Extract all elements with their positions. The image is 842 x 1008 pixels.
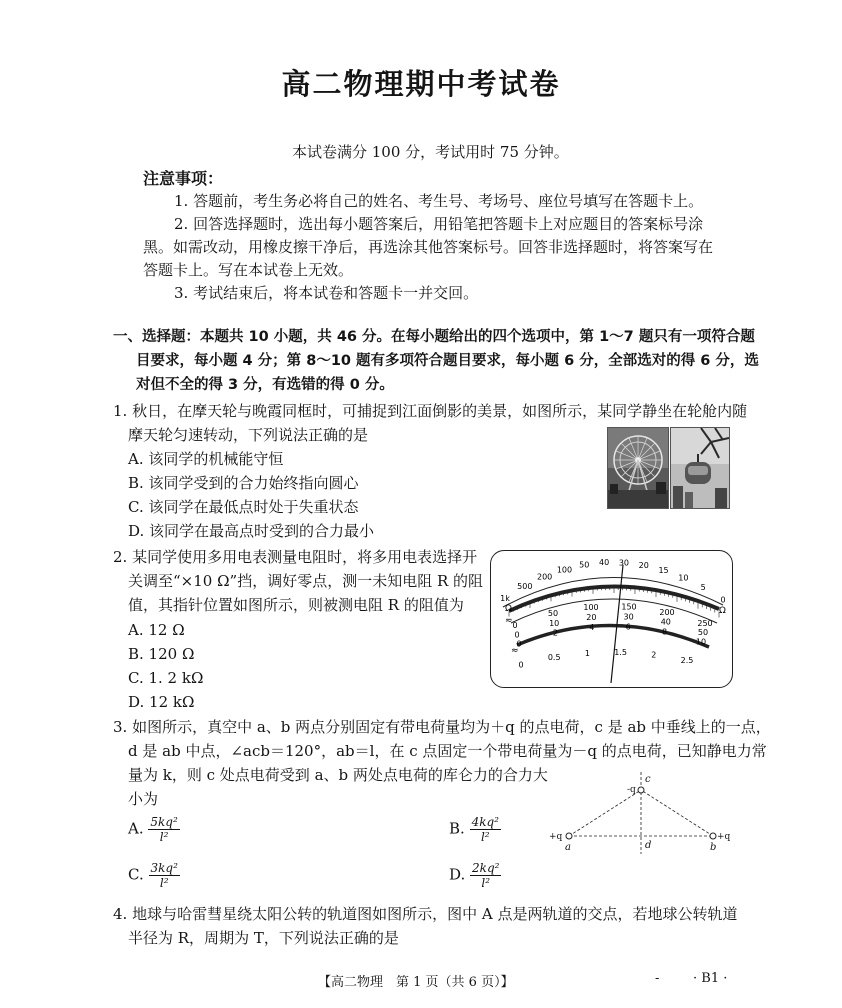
q2-option-b: B. 120 Ω <box>128 645 195 663</box>
meter-scale-label: 40 <box>660 617 671 627</box>
option-label: A. <box>128 819 144 838</box>
meter-scale-label: 50 <box>579 560 590 570</box>
meter-scale-label: 200 <box>536 572 553 582</box>
exam-intro: 本试卷满分 100 分，考试用时 75 分钟。 <box>292 143 569 161</box>
exam-title: 高二物理期中考试卷 <box>281 67 561 101</box>
fraction-numerator: 5kq² <box>150 815 178 829</box>
option-label: D. <box>449 865 466 884</box>
q3-stem-line: d 是 ab 中点，∠acb＝120°，ab＝l，在 c 点固定一个带电荷量为－q 的点电荷，已知静电力常 <box>128 742 767 760</box>
meter-scale-label: 100 <box>583 602 599 612</box>
meter-scale-label: 10 <box>678 573 689 583</box>
notice-line: 黑。如需改动，用橡皮擦干净后，再选涂其他答案标号。回答非选择题时，将答案写在 <box>143 238 714 256</box>
q3-option-d <box>449 861 501 890</box>
meter-scale-label: 250 <box>697 618 713 628</box>
label-a: a <box>565 842 571 853</box>
label-qc: -q <box>627 785 636 795</box>
segment-ac <box>569 790 641 836</box>
meter-scale-label: 1 <box>584 648 590 658</box>
option-label: C. <box>128 865 144 884</box>
fraction <box>149 861 180 890</box>
q3-option-a <box>128 815 180 844</box>
q1-option-a: A. 该同学的机械能守恒 <box>128 450 284 468</box>
segment-bc <box>641 790 713 836</box>
q1-option-c: C. 该同学在最低点时处于失重状态 <box>128 498 359 516</box>
meter-scale-label: 0 <box>516 639 522 649</box>
gondola-photo <box>670 427 730 509</box>
meter-scale-label: 15 <box>658 565 669 575</box>
meter-scale-label: 1k <box>500 593 510 603</box>
ferris-wheel-photo <box>607 427 669 509</box>
meter-scale-label: 150 <box>621 602 637 612</box>
page-footer: 【高二物理 第 1 页（共 6 页）】 <box>318 975 514 990</box>
label-c: c <box>645 774 651 785</box>
fraction <box>470 815 501 844</box>
meter-scale-label: 200 <box>659 607 675 617</box>
q2-stem-line: 值，其指针位置如图所示，则被测电阻 R 的阻值为 <box>128 596 464 614</box>
section-heading-line: 一、选择题：本题共 10 小题，共 46 分。在每小题给出的四个选项中，第 1～7 题只有一项符合题 <box>113 329 755 345</box>
meter-scale-label: 10 <box>549 618 560 628</box>
fraction <box>470 861 501 890</box>
notice-line: 答题卡上。写在本试卷上无效。 <box>143 261 354 279</box>
fraction-denominator: l² <box>159 830 169 844</box>
notice-line: 3. 考试结束后，将本试卷和答题卡一并交回。 <box>174 284 479 302</box>
meter-scale-label: 0.5 <box>547 653 561 663</box>
fraction-denominator: l² <box>480 830 490 844</box>
fraction-numerator: 4kq² <box>471 815 499 829</box>
fraction-denominator: l² <box>159 876 169 890</box>
q1-stem-line: 1. 秋日，在摩天轮与晚霞同框时，可捕捉到江面倒影的美景，如图所示，某同学静坐在轮舱内随 <box>113 402 748 420</box>
option-label: B. <box>449 819 465 838</box>
fraction-denominator: l² <box>481 876 491 890</box>
q4-stem-line: 4. 地球与哈雷彗星绕太阳公转的轨道图如图所示，图中 A 点是两轨道的交点，若地球公转轨道 <box>113 905 738 923</box>
meter-ohm-mark: Ω <box>505 604 512 614</box>
meter-scale-label: 30 <box>618 558 630 568</box>
meter-scale-label: 0 <box>512 621 518 631</box>
meter-ac-mark: ≈ <box>511 646 519 656</box>
charge-a <box>566 833 572 839</box>
meter-scale-label: 20 <box>638 560 649 570</box>
meter-scale-label: 4 <box>589 622 595 632</box>
label-qa: +q <box>549 832 563 842</box>
multimeter-dial <box>490 550 733 688</box>
charge-b <box>710 833 716 839</box>
meter-scale-label: 2 <box>651 650 657 660</box>
meter-scale-label: 8 <box>662 627 668 637</box>
meter-ohm-mark-right: Ω <box>719 606 726 616</box>
notice-line: 2. 回答选择题时，选出每小题答案后，用铅笔把答题卡上对应题目的答案标号涂 <box>174 215 704 233</box>
label-d: d <box>645 840 652 851</box>
section-heading-line: 对但不全的得 3 分，有选错的得 0 分。 <box>136 377 394 393</box>
meter-scale-label: 50 <box>547 609 559 619</box>
notice-heading: 注意事项： <box>143 169 224 188</box>
q2-option-c: C. 1. 2 kΩ <box>128 669 204 687</box>
q3-option-b <box>449 815 501 844</box>
section-heading-line: 目要求，每小题 4 分；第 8～10 题有多项符合题目要求，每小题 6 分，全部选对的得 6 分，选 <box>136 353 759 369</box>
q3-stem-line: 量为 k，则 c 处点电荷受到 a、b 两处点电荷的库仑力的合力大 <box>128 766 548 784</box>
meter-scale-label: 500 <box>517 581 533 591</box>
q1-option-d: D. 该同学在最高点时受到的合力最小 <box>128 522 375 540</box>
fraction-numerator: 3kq² <box>150 861 178 875</box>
charge-c <box>638 787 644 793</box>
meter-scale-label: 20 <box>586 612 597 622</box>
charge-diagram <box>545 768 745 860</box>
label-qb: +q <box>717 832 731 842</box>
page-code: · B1 · <box>693 971 728 986</box>
q1-option-b: B. 该同学受到的合力始终指向圆心 <box>128 474 359 492</box>
q2-stem-line: 关调至“×10 Ω”挡，调好零点，测一未知电阻 R 的阻 <box>128 572 484 590</box>
meter-scale-label: 0 <box>518 660 524 670</box>
meter-scale-label: 40 <box>598 558 610 568</box>
q3-stem-line: 小为 <box>128 790 159 808</box>
q3-stem-line: 3. 如图所示，真空中 a、b 两点分别固定有带电荷量均为＋q 的点电荷，c 是 ab 中垂线上的一点， <box>113 718 771 736</box>
q2-stem-line: 2. 某同学使用多用电表测量电阻时，将多用电表选择开 <box>113 548 478 566</box>
meter-scale-label: 30 <box>623 612 634 622</box>
meter-dc-mark: ≂ <box>505 616 513 626</box>
meter-scale-label: 10 <box>695 637 707 647</box>
meter-scale-label: 5 <box>700 583 706 593</box>
meter-scale-label: 0 <box>720 595 726 605</box>
q2-option-d: D. 12 kΩ <box>128 693 195 711</box>
fraction-numerator: 2kq² <box>472 861 500 875</box>
meter-scale-label: 2 <box>552 628 558 638</box>
q2-option-a: A. 12 Ω <box>128 621 185 639</box>
meter-scale-label: 2.5 <box>680 655 694 665</box>
meter-scale-label: 50 <box>697 628 709 638</box>
label-b: b <box>710 842 717 853</box>
notice-line: 1. 答题前，考生务必将自己的姓名、考生号、考场号、座位号填写在答题卡上。 <box>174 192 704 210</box>
meter-scale-label: 0 <box>514 630 520 640</box>
meter-scale-label: 6 <box>625 622 631 632</box>
q3-option-c <box>128 861 180 890</box>
fraction <box>148 815 179 844</box>
q4-stem-line: 半径为 R，周期为 T，下列说法正确的是 <box>128 929 399 947</box>
meter-scale-label: 100 <box>556 565 573 575</box>
meter-scale-label: 1.5 <box>614 648 627 658</box>
footer-dash: - <box>655 971 660 986</box>
q1-stem-line: 摩天轮匀速转动，下列说法正确的是 <box>128 426 369 444</box>
